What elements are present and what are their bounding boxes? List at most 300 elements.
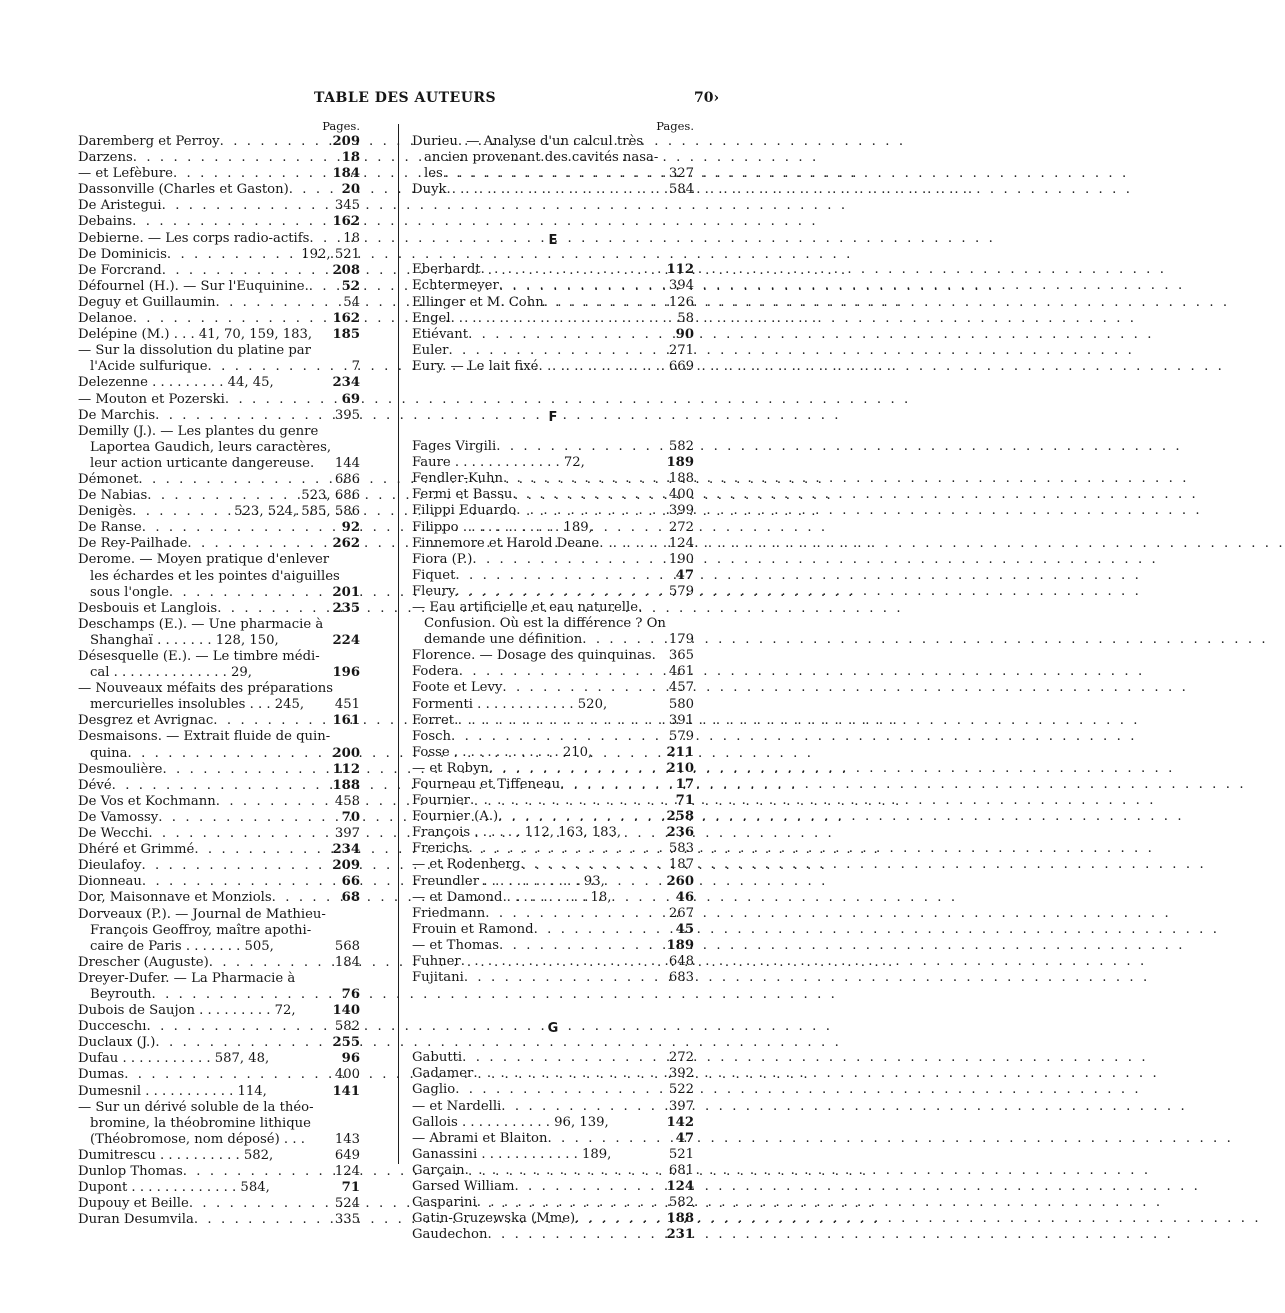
index-entry [412, 874, 694, 890]
dot-leader [128, 746, 330, 762]
dot-leader [514, 1179, 663, 1195]
author-name: — et Damond . . . . . . . . . . 18, [412, 889, 612, 905]
page-reference: 683 [668, 970, 694, 986]
page-reference: 70 [341, 809, 360, 825]
author-name: Fosch [412, 728, 452, 744]
author-name: Formenti . . . . . . . . . . . . 520, [412, 696, 608, 712]
index-entry [78, 955, 360, 971]
page-reference: 190 [668, 551, 694, 567]
page-reference: 196 [332, 665, 360, 681]
author-name: Confusion. Où est la différence ? On [424, 616, 666, 632]
author-name: — et Lefèbure [78, 166, 173, 182]
author-name: Ellinger et M. Cohn [412, 294, 544, 310]
index-entry [412, 343, 694, 359]
index-entry [412, 664, 694, 680]
index-entry [78, 359, 360, 375]
index-entry [412, 166, 694, 182]
page-reference: 142 [666, 1114, 694, 1130]
dot-leader [498, 809, 663, 825]
page-reference: 523, 524, 585, 586 [234, 504, 360, 520]
index-entry [412, 471, 694, 487]
index-entry [412, 150, 694, 166]
dot-leader [138, 472, 331, 488]
index-entry [78, 1164, 360, 1180]
index-entry [78, 504, 360, 520]
index-entry [78, 633, 360, 649]
author-name: Fiquet [412, 567, 456, 583]
page-reference: 234 [332, 842, 360, 858]
author-name: Denigès [78, 504, 133, 520]
index-entry [78, 1051, 360, 1067]
index-entry [78, 552, 360, 568]
page-reference: 96 [341, 1051, 360, 1067]
index-entry [78, 1035, 360, 1051]
dot-leader [309, 231, 340, 247]
page-reference: 112 [666, 262, 694, 278]
dot-leader [502, 680, 665, 696]
author-name: Deschamps (E.). — Une pharmacie à [78, 616, 324, 632]
page-reference: 187 [668, 857, 694, 873]
page-reference: 584 [668, 182, 694, 198]
page-reference: 327 [668, 166, 694, 182]
author-name: Fermi et Bassu [412, 487, 513, 503]
page-reference: 124 [668, 535, 694, 551]
author-name: Ganassini . . . . . . . . . . . . 189, [412, 1146, 612, 1162]
page-reference: 208 [332, 262, 360, 278]
index-entry [78, 150, 360, 166]
index-entry [78, 214, 360, 230]
dot-leader [151, 987, 338, 1003]
author-name: Fourneau et Tiffeneau [412, 777, 561, 792]
author-name: Echtermeyer [412, 278, 499, 294]
dot-leader [499, 278, 666, 294]
author-name: Filippo . . . . . . . . . . . . 189, [412, 519, 593, 535]
left-column [78, 118, 360, 1228]
page-reference: 568 [334, 938, 360, 954]
author-name: Fiora (P.) [412, 551, 473, 567]
page-reference: 686 [334, 471, 360, 487]
author-name: De Marchis [78, 407, 156, 423]
dot-leader [167, 247, 298, 263]
index-entry [412, 520, 694, 536]
index-entry [412, 487, 694, 503]
page-reference: 262 [332, 536, 360, 552]
page-reference: 66 [341, 874, 360, 890]
author-name: Dubois de Saujon . . . . . . . . . 72, [78, 1003, 296, 1019]
author-name: Dionneau [78, 874, 142, 890]
index-entry [412, 616, 694, 632]
index-entry [78, 263, 360, 279]
author-name: Dhéré et Grimmé [78, 842, 195, 858]
dot-leader [443, 166, 666, 182]
author-name: Défournel (H.). — Sur l'Euquinine. [78, 278, 309, 294]
index-entry [78, 392, 360, 408]
index-entry [78, 826, 360, 842]
author-name: ancien provenant des cavités nasa- [424, 150, 659, 166]
index-entry [412, 954, 694, 970]
dot-leader [133, 150, 339, 166]
dot-leader [142, 874, 339, 890]
index-entry [412, 680, 694, 696]
author-name: De Vos et Kochmann [78, 793, 216, 809]
author-name: — Sur un dérivé soluble de la théo- [78, 1099, 314, 1115]
right-intro-list [412, 134, 694, 198]
dot-leader [538, 359, 665, 375]
page-reference: 188 [666, 1211, 694, 1227]
dot-leader [455, 584, 665, 600]
page-reference: 210 [666, 760, 694, 776]
index-entry [78, 794, 360, 810]
dot-leader [503, 471, 666, 487]
author-name: Desbouis et Langlois [78, 600, 218, 616]
dot-leader [534, 922, 673, 938]
index-entry [412, 922, 694, 938]
index-entry [78, 1003, 360, 1019]
right-section-list [412, 198, 694, 1243]
dot-leader [575, 1211, 663, 1227]
author-name: Garsed William [412, 1178, 515, 1194]
dot-leader [216, 295, 341, 311]
dot-leader [464, 970, 666, 986]
author-name: demande une définition [424, 632, 583, 648]
author-name: Duyk [412, 182, 447, 198]
dot-leader [148, 826, 331, 842]
index-entry [412, 1179, 694, 1195]
page-reference: 161 [332, 713, 360, 729]
author-name: Delépine (M.) . . . 41, 70, 159, 183, [78, 327, 313, 343]
dot-leader [124, 1067, 332, 1083]
index-entry [412, 1147, 694, 1163]
dot-leader [459, 664, 666, 680]
dot-leader [155, 408, 332, 424]
author-name: Gasparini [412, 1195, 477, 1211]
page-reference: 46 [675, 889, 694, 905]
page-reference: 391 [668, 712, 694, 728]
index-entry [78, 923, 360, 939]
author-name: Dassonville (Charles et Gaston) [78, 182, 289, 198]
page-reference: 90 [675, 326, 694, 342]
index-entry [412, 713, 694, 729]
index-entry [412, 359, 694, 375]
author-name: Foote et Levy [412, 680, 503, 696]
author-name: Darzens [78, 150, 133, 166]
author-name: Gallois . . . . . . . . . . . 96, 139, [412, 1114, 609, 1130]
index-entry [412, 1227, 694, 1243]
dot-leader [447, 182, 666, 198]
index-entry [78, 842, 360, 858]
dot-leader [454, 713, 666, 729]
author-name: Fages Virgili [412, 439, 497, 455]
dot-leader [455, 1082, 666, 1098]
index-entry [78, 681, 360, 697]
pages-column-label: Pages. [322, 119, 360, 133]
page-reference: 394 [668, 278, 694, 294]
author-name: — et Thomas [412, 937, 500, 953]
index-entry [412, 648, 694, 664]
index-entry [412, 761, 694, 777]
author-name: Filippi Eduardo [412, 503, 517, 519]
index-entry [78, 729, 360, 745]
author-name: Debierne. — Les corps radio-actifs [78, 230, 310, 246]
index-entry [78, 231, 360, 247]
dot-leader [468, 327, 673, 343]
index-entry [78, 134, 360, 150]
author-name: Fuhner [412, 954, 461, 970]
page-reference: 184 [334, 954, 360, 970]
dot-leader [147, 488, 298, 504]
dot-leader [462, 1050, 666, 1066]
index-entry [78, 569, 360, 585]
page-reference: 20 [341, 182, 360, 198]
page-reference: 255 [332, 1035, 360, 1051]
section-gap [412, 198, 694, 220]
page-reference: 461 [668, 664, 694, 680]
author-name: Dorveaux (P.). — Journal de Mathieu- [78, 906, 326, 922]
index-entry [78, 440, 360, 456]
page-reference: 272 [668, 1050, 694, 1066]
index-entry [78, 279, 360, 295]
author-name: Deguy et Guillaumin [78, 294, 216, 310]
page-reference: 211 [666, 744, 694, 760]
index-entry [78, 311, 360, 327]
dot-leader [477, 1195, 666, 1211]
author-name: — Mouton et Pozerski [78, 391, 225, 407]
index-entry [78, 858, 360, 874]
dot-leader [481, 262, 664, 278]
author-name: Fodera [412, 664, 459, 680]
dot-leader [451, 311, 675, 327]
page-reference: 345 [334, 198, 360, 214]
page-reference: 579 [668, 728, 694, 744]
author-name: François . . . . . . 112, 163, 183, [412, 825, 622, 841]
index-entry [412, 841, 694, 857]
page-number: 70› [694, 90, 720, 106]
page-reference: 200 [332, 745, 360, 761]
dot-leader [217, 601, 329, 617]
page-header [0, 90, 800, 114]
index-entry [78, 746, 360, 762]
index-entry [412, 809, 694, 825]
index-entry [412, 1099, 694, 1115]
index-entry [412, 262, 694, 278]
author-name: — et Nardelli [412, 1098, 502, 1114]
page-reference: 126 [668, 294, 694, 310]
index-entry [78, 1132, 360, 1148]
author-name: quina [90, 745, 128, 761]
author-name: Dor, Maisonnave et Monziols [78, 890, 272, 906]
index-entry [78, 247, 360, 263]
author-name: Gaudechon [412, 1227, 488, 1243]
author-name: les échardes et les pointes d'aiguilles [90, 568, 340, 584]
page-reference: 7 [351, 359, 360, 375]
author-name: Dumas [78, 1067, 125, 1083]
author-name: Durieu. — Analyse d'un calcul très [412, 134, 644, 149]
page-reference: 209 [332, 134, 360, 149]
index-entry [78, 1196, 360, 1212]
index-entry [78, 713, 360, 729]
dot-leader [194, 1212, 332, 1228]
page-reference: 397 [334, 826, 360, 842]
dot-leader [485, 906, 666, 922]
page-reference: 17 [675, 777, 694, 792]
dot-leader [512, 487, 665, 503]
page-reference: 395 [334, 407, 360, 423]
page-reference: 583 [668, 841, 694, 857]
dot-leader [147, 1019, 332, 1035]
author-name: Beyrouth [90, 986, 152, 1002]
dot-leader [194, 842, 329, 858]
page-reference: 579 [668, 583, 694, 599]
author-name: Dreyer-Dufer. — La Pharmacie à [78, 970, 296, 986]
author-name: — Abrami et Blaiton [412, 1130, 548, 1146]
author-name: Dumitrescu . . . . . . . . . . 582, [78, 1147, 274, 1163]
author-name: — Sur la dissolution du platine par [78, 343, 311, 359]
index-entry [78, 1019, 360, 1035]
dot-leader [173, 166, 330, 182]
dot-leader [499, 938, 663, 954]
dot-leader [169, 585, 330, 601]
index-entry [78, 472, 360, 488]
index-entry [78, 343, 360, 359]
page-reference: 649 [334, 1147, 360, 1163]
author-name: Delezenne . . . . . . . . . 44, 45, [78, 375, 274, 391]
dot-leader [501, 1099, 666, 1115]
dot-leader [455, 568, 672, 584]
running-title: TABLE DES AUTEURS [314, 90, 497, 106]
dot-leader [560, 777, 672, 793]
page-reference: 18 [341, 150, 360, 166]
author-name: caire de Paris . . . . . . . 505, [90, 938, 274, 954]
index-entry [412, 503, 694, 519]
author-name: Euler [412, 342, 449, 358]
page-reference: 271 [668, 342, 694, 358]
page-reference: 365 [668, 648, 694, 664]
author-name: Dunlop Thomas [78, 1164, 183, 1179]
author-name: — et Rodenberg [412, 857, 521, 873]
index-entry [412, 1115, 694, 1131]
page-reference: 189 [666, 455, 694, 471]
index-entry [412, 182, 694, 198]
author-name: Desgrez et Avrignac [78, 713, 214, 729]
dot-leader [489, 761, 664, 777]
index-entry [412, 970, 694, 986]
index-entry [412, 729, 694, 745]
index-entry [412, 825, 694, 841]
index-entry [412, 938, 694, 954]
index-entry [78, 778, 360, 794]
author-name: Dupouy et Beille [78, 1196, 189, 1212]
dot-leader [487, 1227, 663, 1243]
author-name: Dufau . . . . . . . . . . . 587, 48, [78, 1051, 270, 1067]
index-entry [78, 1212, 360, 1228]
author-name: Gaglio [412, 1082, 456, 1098]
index-entry [412, 278, 694, 294]
author-name: François Geoffroy, maître apothi- [90, 922, 312, 938]
index-entry [412, 1082, 694, 1098]
index-entry [78, 424, 360, 440]
page-reference: 144 [334, 455, 360, 471]
page-reference: 201 [332, 584, 360, 600]
index-entry [78, 198, 360, 214]
author-name: Florence. — Dosage des quinquinas. [412, 648, 656, 664]
index-entry [412, 1211, 694, 1227]
author-name: Dévé [78, 777, 112, 793]
page-reference: 45 [675, 921, 694, 937]
index-entry [78, 408, 360, 424]
dot-leader [309, 279, 339, 295]
dot-leader [132, 504, 231, 520]
index-entry [412, 745, 694, 761]
author-name: Garçain [412, 1162, 465, 1178]
index-entry [78, 1180, 360, 1196]
page-reference: 124 [334, 1164, 360, 1179]
author-name: leur action urticante dangereuse. [90, 455, 315, 471]
index-entry [78, 987, 360, 1003]
page-reference: 451 [334, 697, 360, 713]
index-entry [78, 1084, 360, 1100]
page-reference: 184 [332, 166, 360, 182]
page-reference: 648 [668, 954, 694, 970]
dot-leader [520, 857, 666, 873]
author-name: Fujitani [412, 970, 464, 986]
page-reference: 47 [675, 1130, 694, 1146]
author-name: De Dominicis [78, 246, 167, 262]
author-name: les [424, 166, 443, 182]
page-reference: 267 [668, 905, 694, 921]
author-name: De Aristegui [78, 198, 162, 214]
dot-leader [216, 794, 332, 810]
index-entry [412, 552, 694, 568]
index-entry [412, 697, 694, 713]
page-reference: 580 [668, 696, 694, 712]
index-entry [78, 166, 360, 182]
dot-leader [468, 841, 665, 857]
author-name: cal . . . . . . . . . . . . . . 29, [90, 665, 253, 681]
page-reference: 58 [677, 310, 694, 326]
author-name: sous l'ongle [90, 584, 169, 600]
page-reference: 521 [668, 1146, 694, 1162]
page-reference: 112 [332, 761, 360, 777]
author-name: Dumesnil . . . . . . . . . . . 114, [78, 1083, 267, 1099]
dot-leader [272, 890, 339, 906]
index-entry [412, 455, 694, 471]
author-name: Debains [78, 214, 133, 230]
author-name: De Forcrand [78, 262, 162, 278]
author-name: De Vamossy [78, 809, 159, 825]
index-entry [78, 810, 360, 826]
dot-leader [465, 1163, 666, 1179]
author-name: — Eau artificielle et eau naturelle. [412, 599, 643, 615]
index-entry [412, 600, 694, 616]
section-letter-heading: F [548, 410, 558, 426]
index-entry [78, 1116, 360, 1132]
dot-leader [155, 1035, 329, 1051]
dot-leader [208, 359, 349, 375]
index-entry [412, 1195, 694, 1211]
dot-leader [547, 1131, 672, 1147]
index-entry [78, 1100, 360, 1116]
index-entry [78, 649, 360, 665]
index-entry [78, 182, 360, 198]
dot-leader [112, 778, 330, 794]
dot-leader [599, 536, 666, 552]
author-name: Delanoe [78, 311, 133, 327]
index-entry [412, 857, 694, 873]
author-name: Shanghaï . . . . . . . 128, 150, [90, 632, 279, 648]
index-entry [78, 601, 360, 617]
dot-leader [213, 713, 329, 729]
page-reference: 69 [341, 391, 360, 407]
